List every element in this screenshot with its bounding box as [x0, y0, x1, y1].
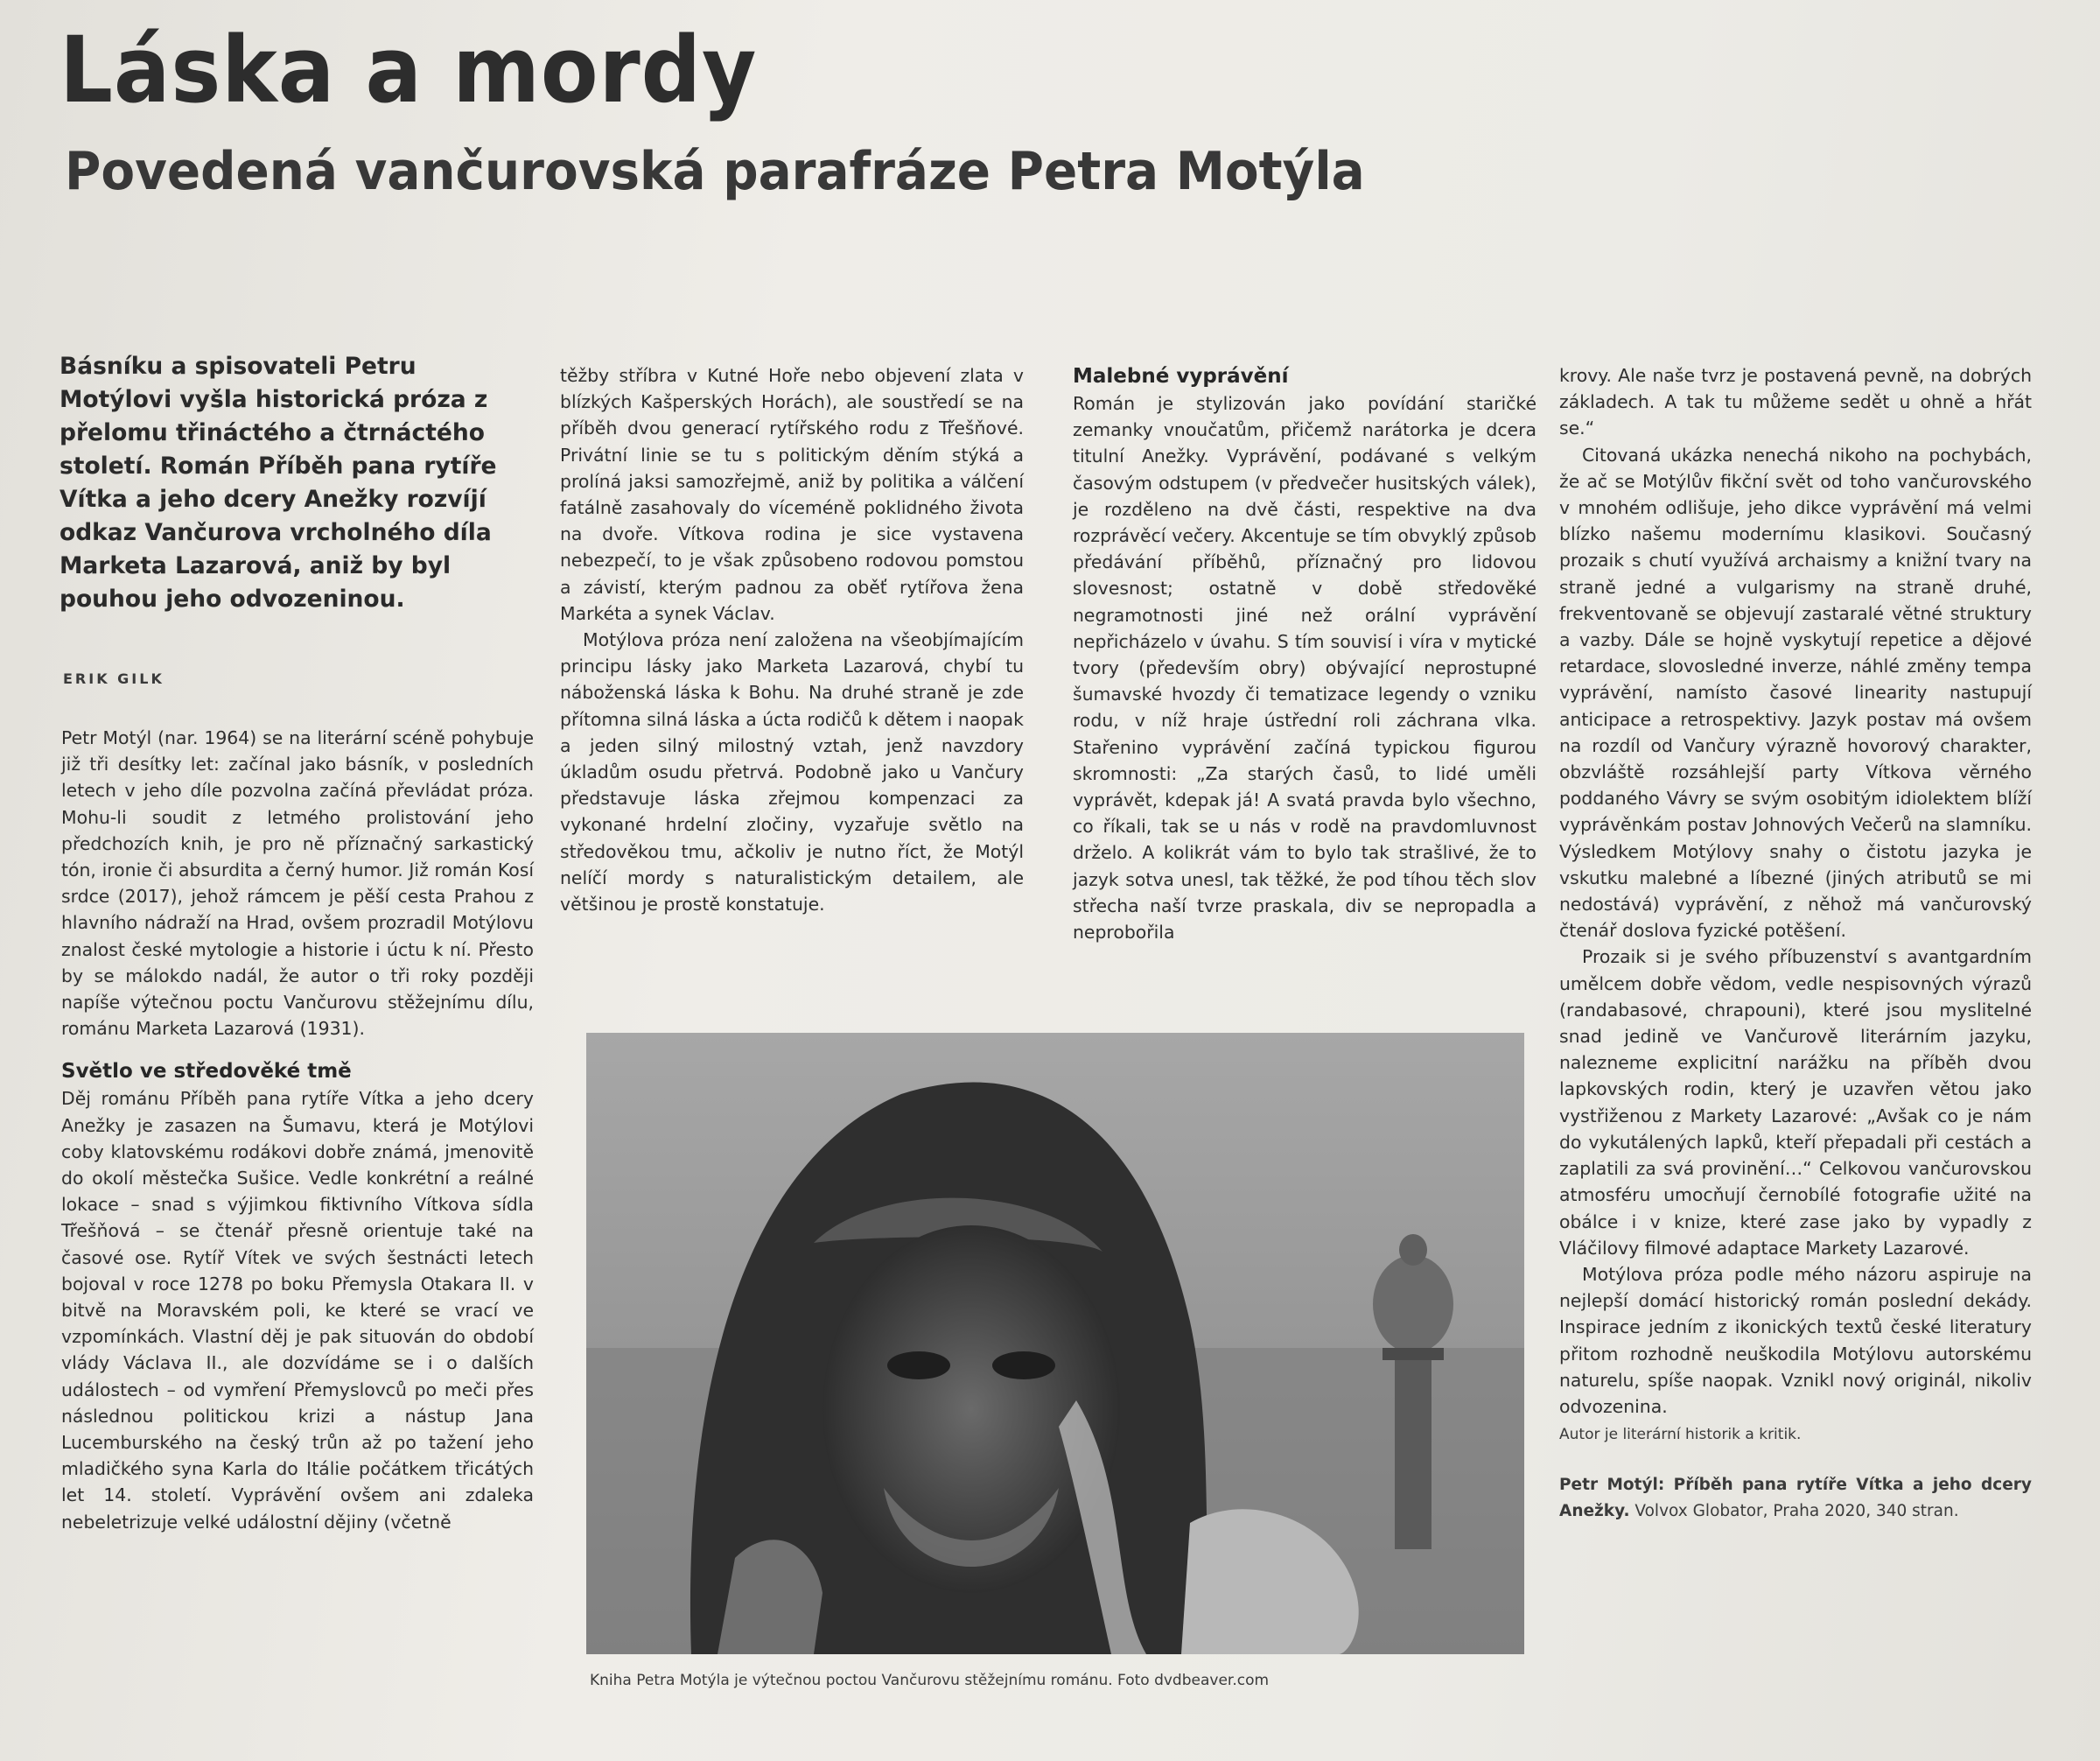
- photo-caption: Kniha Petra Motýla je výtečnou poctou Vančurovu stěžejnímu románu. Foto dvdbeaver.com: [590, 1672, 1270, 1689]
- paragraph: Motýlova próza podle mého názoru aspiruje na nejlepší domácí historický román poslední dekády. Inspirace jedním z ikonických textů české literatury přitom rozhodně neuškodila Motýlovu autorskému naturelu, spíše naopak. Vznikl nový originál, nikoliv odvozenina.: [1559, 1263, 2032, 1417]
- paragraph: Motýlova próza není založena na všeobjímajícím principu lásky jako Marketa Lazarová, chybí tu náboženská láska k Bohu. Na druhé straně je zde přítomna silná láska a úcta rodičů k dětem i naopak a jeden silný milostný vztah, jenž navzdory úkladům osudu přetrvá. Podobně jako u Vančury představuje láska zřejmou kompenzaci za vykonané hrdelní zločiny, vyzařuje světlo na středověkou tmu, ačkoliv je nutno říct, že Motýl nelíčí mordy s naturalistickým detailem, ale většinou je prostě konstatuje.: [560, 629, 1024, 916]
- photo-illustration: [586, 1033, 1524, 1654]
- paragraph: Petr Motýl (nar. 1964) se na literární scéně pohybuje již tři desítky let: začínal jako básník, v posledních letech v jeho díle pozvolna začíná převládat próza. Mohu-li soudit z letmého prolistování jeho předchozích knih, je pro ně příznačný sarkastický tón, ironie či absurdita a černý humor. Již román Kosí srdce (2017), jehož rámcem je pěší cesta Prahou z hlavního nádraží na Hrad, ovšem prozradil Motýlovu znalost české mytologie a historie i úctu k ní. Přesto by se málokdo nadál, že autor o tři roky později napíše výtečnou poctu Vančurovu stěžejnímu dílu, románu Marketa Lazarová (1931).: [61, 727, 534, 1040]
- paragraph: Prozaik si je svého příbuzenství s avantgardním umělcem dobře vědom, vedle nespisovných výrazů (randabasové, chrapouni), které jsou myslitelné snad jedině ve Vančurově literárním jazyku, nalezneme explicitní narážku na příběh dvou lapkovských rodin, který je uzavřen větou jako vystřiženou z Markety Lazarové: „Avšak co je nám do vykutálených lapků, kteří přepadali při cestách a zaplatili za svá provinění…“ Celkovou vančurovskou atmosféru umocňují černobílé fotografie užité na obálce i v knize, které zase jako by vypadly z Vláčilovy filmové adaptace Markety Lazarové.: [1559, 946, 2032, 1259]
- column-4: [1559, 362, 2032, 1525]
- section-heading: Malebné vyprávění: [1073, 365, 1289, 388]
- column-2: [560, 362, 1024, 917]
- article-title: Láska a mordy: [60, 17, 758, 123]
- column-1: [61, 725, 534, 1535]
- paragraph: Citovaná ukázka nenechá nikoho na pochybách, že ač se Motýlův fikční svět od toho vančurovského v mnohém odlišuje, jeho dikce vyprávění má velmi blízko našemu modernímu klasikovi. Současný prozaik s chutí využívá archaismy a knižní tvary na straně jedné a vulgarismy na straně druhé, frekventovaně se objevují zastaralé větné struktury a vazby. Dále se hojně vyskytují repetice a dějové retardace, slovosledné inverze, náhlé změny tempa vyprávění, namísto časové linearity nastupují anticipace a retrospektivy. Jazyk postav má ovšem na rozdíl od Vančury výrazně hovorový charakter, obzvláště rozsáhlejší party Vítkova věrného poddaného Vávry se svým osobitým idiolektem blíží vyprávěnkám postav Johnových Večerů na slamníku. Výsledkem Motýlovy snahy o čistotu jazyka je vskutku malebné a líbezné (jiných atributů se mi nedostává) vyprávění, z něhož má vančurovský čtenář doslova fyzické potěšení.: [1559, 444, 2032, 942]
- paragraph: Román je stylizován jako povídání staričké zemanky vnoučatům, přičemž narátorka je dcera titulní Anežky. Vyprávění, podávané s velkým časovým odstupem (v předvečer husitských válek), je rozděleno na dvě části, respektive na dva rozprávěcí večery. Akcentuje se tím obvyklý způsob předávání příběhů, příznačný pro lidovou slovesnost; ostatně v době středověké negramotnosti jiné než orální vyprávění nepřicházelo v úvahu. S tím souvisí i víra v mytické tvory (především obry) obývající neprostupné šumavské hvozdy či tematizace legendy o vzniku rodu, v níž hraje ústřední roli záchrana vlka. Stařenino vyprávění začíná typickou figurou skromnosti: „Za starých časů, to lidé uměli vyprávět, kdepak já! A svatá pravda bylo všechno, co říkali, tak se u nás v rodě na pravdomluvnost drželo. A kolikrát vám to bylo tak strašlivé, že to jazyk sotva unesl, tak těžké, že pod tíhou těch slov střecha naší tvrze praskala, div se nepropadla a neprobořila: [1073, 393, 1536, 944]
- section-heading: Světlo ve středověké tmě: [61, 1060, 352, 1084]
- article-lead: Básníku a spisovateli Petru Motýlovi vyšla historická próza z přelomu třináctého a čtrnáctého století. Román Příběh pana rytíře Vítka a jeho dcery Anežky rozvíjí odkaz Vančurova vrcholného díla Marketa Lazarová, aniž by byl pouhou jeho odvozeninou.: [60, 353, 497, 613]
- author-byline: ERIK GILK: [63, 670, 164, 687]
- article-subtitle: Povedená vančurovská parafráze Petra Motýla: [65, 141, 1365, 202]
- book-title: Petr Motýl: Příběh pana rytíře Vítka a jeho dcery Anežky.: [1559, 1476, 2032, 1521]
- article-photo: [586, 1033, 1524, 1654]
- column-3: [1073, 362, 1536, 945]
- book-publisher: Volvox Globator, Praha 2020, 340 stran.: [1634, 1502, 1959, 1521]
- author-note: Autor je literární historik a kritik.: [1559, 1426, 1802, 1444]
- paragraph: Děj románu Příběh pana rytíře Vítka a jeho dcery Anežky je zasazen na Šumavu, která je Motýlovi coby klatovskému rodákovi dobře známá, jmenovitě do okolí městečka Sušice. Vedle konkrétní a reálné lokace – snad s výjimkou fiktivního Vítkova sídla Třešňová – se čtenář přesně orientuje také na časové ose. Rytíř Vítek ve svých šestnácti letech bojoval v roce 1278 po boku Přemysla Otakara II. v bitvě na Moravském poli, ke které se vrací ve vzpomínkách. Vlastní děj je pak situován do období vlády Václava II., ale dozvídáme se i o dalších událostech – od vymření Přemyslovců po meči přes následnou politickou krizi a nástup Jana Lucemburského na český trůn až po tažení jeho mladičkého syna Karla do Itálie počátkem třicátých let 14. století. Vyprávění ovšem ani zdaleka nebeletrizuje velké událostní dějiny (včetně: [61, 1088, 534, 1533]
- paragraph: těžby stříbra v Kutné Hoře nebo objevení zlata v blízkých Kašperských Horách), ale soustředí se na příběh dvou generací rytířského rodu z Třešňové. Privátní linie se tu s politickým děním stýká a prolíná jaksi samozřejmě, aniž by politika a válčení fatálně zasahovaly do víceméně poklidného života na dvoře. Vítkova rodina je sice vystavena nebezpečí, to je však způsobeno rodovou pomstou a závistí, kterým padnou za oběť rytířova žena Markéta a synek Václav.: [560, 365, 1024, 624]
- book-info: [1559, 1472, 2032, 1525]
- paragraph: krovy. Ale naše tvrz je postavená pevně, na dobrých základech. A tak tu můžeme sedět u ohně a hřát se.“: [1559, 365, 2032, 439]
